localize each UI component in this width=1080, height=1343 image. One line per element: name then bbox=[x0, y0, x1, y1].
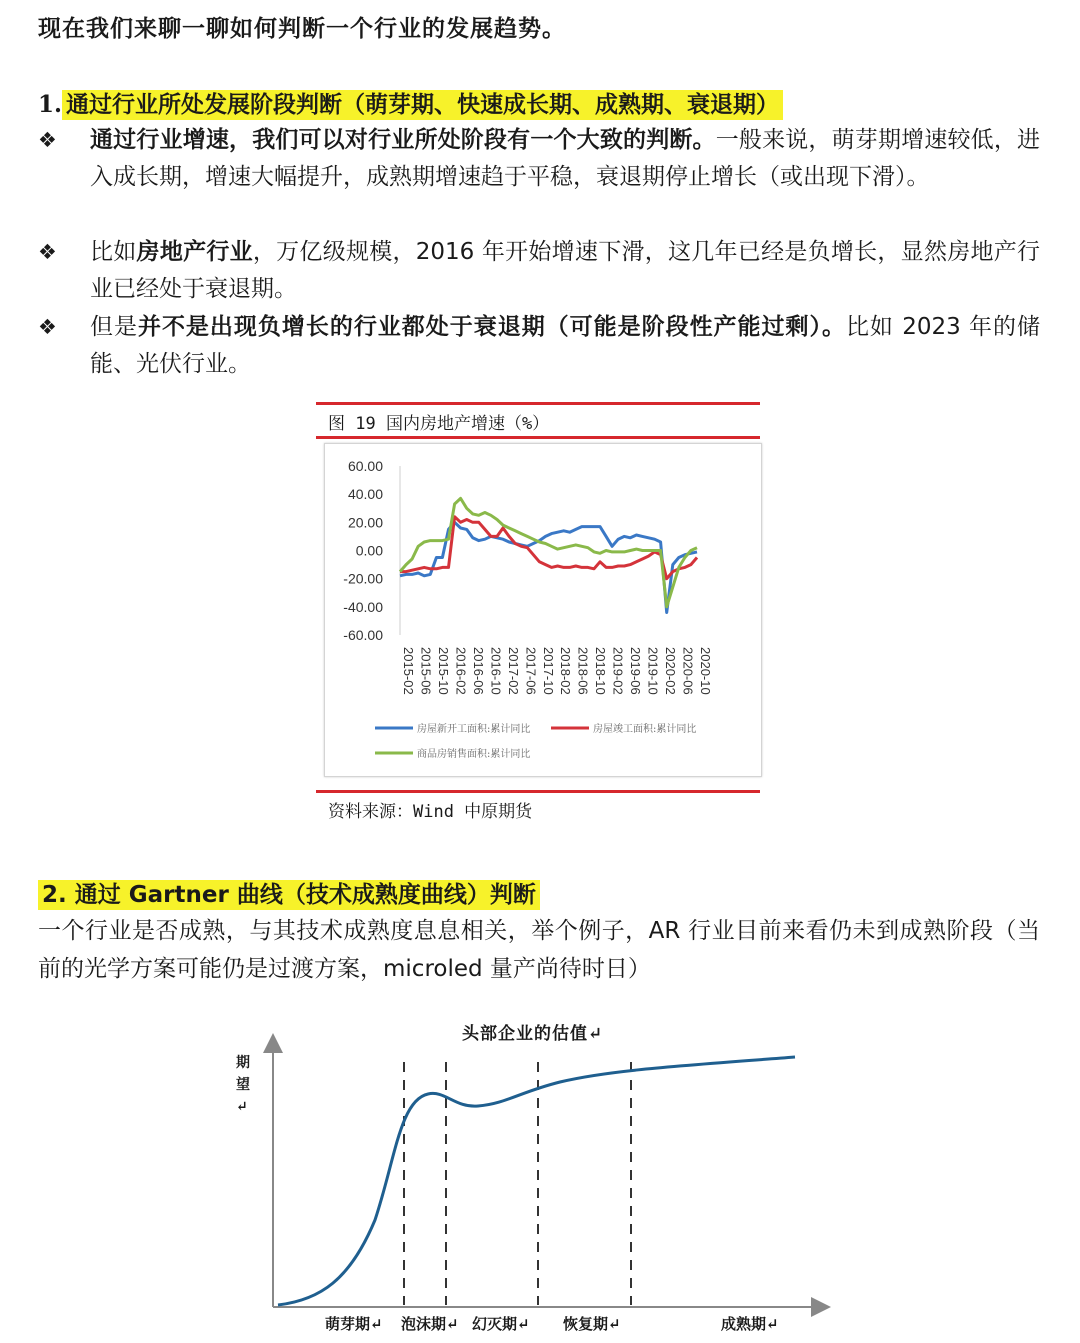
figure19-source: 资料来源：Wind 中原期货 bbox=[328, 802, 533, 822]
y-tick-label: 20.00 bbox=[347, 514, 383, 531]
phase-label-recovery: 恢复期↵ bbox=[563, 1315, 621, 1333]
section2-paragraph: 一个行业是否成熟，与其技术成熟度息息相关，举个例子，AR 行业目前来看仍未到成熟阶段（当前的光学方案可能仍是过渡方案，microled 量产尚待时日） bbox=[38, 918, 1040, 982]
bullet-1-bold: 通过行业增速，我们可以对行业所处阶段有一个大致的判断。 bbox=[90, 127, 716, 153]
y-tick-label: 60.00 bbox=[347, 458, 383, 474]
x-tick-label: 2015-06 bbox=[418, 647, 434, 695]
x-tick-label: 2017-10 bbox=[540, 647, 556, 695]
y-tick-label: -60.00 bbox=[343, 627, 383, 643]
x-tick-label: 2015-10 bbox=[435, 647, 451, 695]
x-tick-label: 2017-02 bbox=[505, 647, 521, 695]
x-tick-label: 2016-10 bbox=[488, 647, 504, 695]
phase-label-maturity: 成熟期↵ bbox=[721, 1315, 779, 1333]
gartner-y-label-1: 期 bbox=[236, 1055, 250, 1071]
x-tick-label: 2017-06 bbox=[523, 647, 539, 695]
x-tick-label: 2020-02 bbox=[663, 647, 679, 695]
x-tick-label: 2015-02 bbox=[401, 647, 416, 695]
gartner-title: 头部企业的估值↵ bbox=[462, 1024, 604, 1044]
bullet-3-text: 比如 2023 年的储能、光伏行业。 bbox=[90, 314, 1041, 377]
x-tick-label: 2018-02 bbox=[558, 647, 574, 695]
diamond-bullet-icon: ❖ bbox=[38, 240, 57, 264]
figure19-title: 图 19 国内房地产增速（%） bbox=[328, 414, 550, 434]
legend-label: 房屋新开工面积:累计同比 bbox=[417, 724, 531, 735]
intro-heading: 现在我们来聊一聊如何判断一个行业的发展趋势。 bbox=[38, 16, 566, 42]
bullet-2-bold: 房地产行业 bbox=[136, 239, 253, 265]
diamond-bullet-icon: ❖ bbox=[38, 315, 57, 339]
phase-label-bubble: 泡沫期↵ bbox=[401, 1315, 459, 1333]
x-tick-label: 2016-06 bbox=[470, 647, 486, 695]
bullet-3-pre: 但是 bbox=[90, 314, 138, 340]
x-tick-label: 2019-06 bbox=[628, 647, 644, 695]
y-tick-label: 40.00 bbox=[347, 486, 383, 503]
phase-label-disillusion: 幻灭期↵ bbox=[472, 1315, 530, 1333]
x-tick-label: 2018-10 bbox=[593, 647, 609, 695]
bullet-2-pre: 比如 bbox=[90, 239, 137, 265]
gartner-hype-curve bbox=[278, 1057, 795, 1305]
gartner-y-label-2: 望↵ bbox=[236, 1077, 250, 1115]
section1-number: 1. bbox=[38, 91, 63, 118]
section2-number: 2. bbox=[42, 882, 67, 908]
diamond-bullet-icon: ❖ bbox=[38, 128, 57, 152]
bullet-1-text: 一般来说，萌芽期增速较低，进入成长期，增速大幅提升，成熟期增速趋于平稳，衰退期停止增长（或出现下滑）。 bbox=[90, 127, 1041, 190]
section1-title: 通过行业所处发展阶段判断（萌芽期、快速成长期、成熟期、衰退期） bbox=[62, 90, 783, 120]
x-tick-label: 2016-02 bbox=[453, 647, 469, 695]
x-tick-label: 2018-06 bbox=[575, 647, 591, 695]
x-tick-label: 2020-06 bbox=[680, 647, 696, 695]
legend-label: 商品房销售面积:累计同比 bbox=[417, 749, 531, 760]
section2-heading-text: 通过 Gartner 曲线（技术成熟度曲线）判断 bbox=[74, 882, 536, 908]
bullet-3-bold: 并不是出现负增长的行业都处于衰退期（可能是阶段性产能过剩）。 bbox=[137, 314, 846, 340]
x-tick-label: 2019-10 bbox=[645, 647, 661, 695]
y-tick-label: -40.00 bbox=[343, 598, 383, 615]
y-tick-label: 0.00 bbox=[355, 542, 383, 559]
x-tick-label: 2019-02 bbox=[610, 647, 626, 695]
y-tick-label: -20.00 bbox=[343, 570, 383, 587]
legend-label: 房屋竣工面积:累计同比 bbox=[593, 724, 697, 735]
bullet-2-text: ，万亿级规模，2016 年开始增速下滑，这几年已经是负增长，显然房地产行业已经处于衰退期。 bbox=[90, 239, 1041, 302]
x-tick-label: 2020-10 bbox=[698, 647, 713, 695]
phase-label-emergence: 萌芽期↵ bbox=[325, 1315, 383, 1333]
